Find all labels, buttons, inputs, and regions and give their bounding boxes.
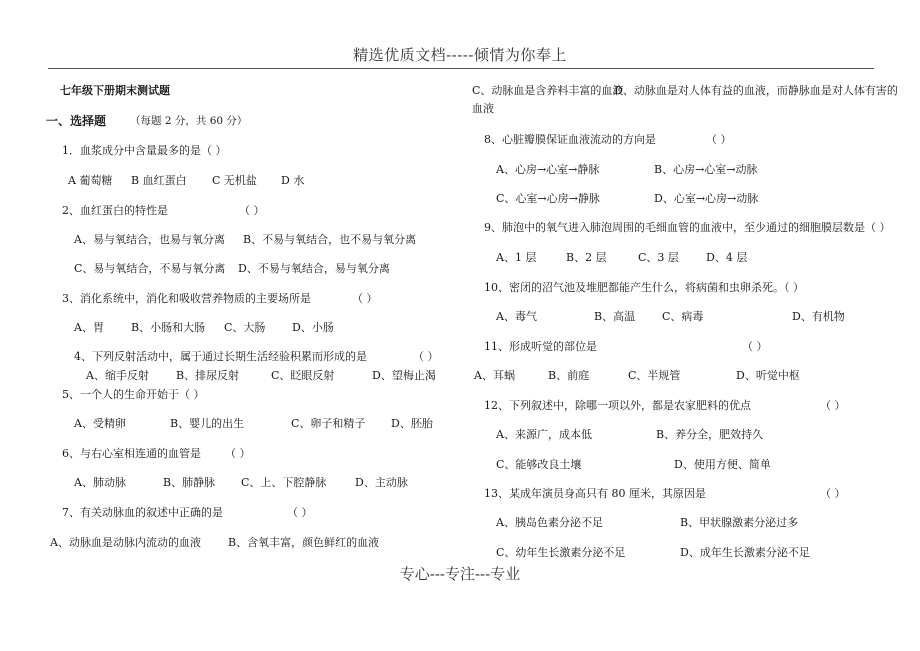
header-rule (48, 68, 874, 69)
q7-option-a: A、动脉血是动脉内流动的血液 (50, 536, 201, 549)
q10-option-b: B、高温 (594, 310, 636, 323)
q1-option-c: C 无机盐 (212, 174, 257, 187)
q3-option-d: D、小肠 (292, 321, 334, 334)
q6-option-c: C、上、下腔静脉 (241, 476, 327, 489)
q12-option-c: C、能够改良土壤 (496, 458, 582, 471)
q12-option-b: B、养分全，肥效持久 (656, 428, 764, 441)
q2-option-a: A、易与氧结合，也易与氧分离 (74, 233, 225, 246)
q12-stem: 12、下列叙述中，除哪一项以外，都是农家肥料的优点 (484, 399, 751, 412)
q2-stem: 2、血红蛋白的特性是 (62, 204, 168, 217)
q5-option-d: D、胚胎 (391, 417, 433, 430)
q6-stem: 6、与右心室相连通的血管是 (62, 447, 201, 460)
q3-answer-paren: （ ） (352, 292, 378, 305)
q6-option-d: D、主动脉 (355, 476, 408, 489)
q11-answer-paren: （ ） (742, 340, 768, 353)
q7-option-d-cont: 血液 (472, 102, 494, 115)
q5-stem: 5、一个人的生命开始于（ ） (62, 388, 205, 401)
q3-stem: 3、消化系统中，消化和吸收营养物质的主要场所是 (62, 292, 311, 305)
q1-option-a: A 葡萄糖 (68, 174, 113, 187)
q11-stem: 11、形成听觉的部位是 (484, 340, 597, 353)
q2-option-b: B、不易与氧结合，也不易与氧分离 (243, 233, 417, 246)
q11-option-d: D、听觉中枢 (736, 369, 800, 382)
q1-stem: 1．血浆成分中含量最多的是（ ） (62, 144, 227, 157)
q7-answer-paren: （ ） (287, 506, 313, 519)
q7-option-b: B、含氧丰富，颜色鲜红的血液 (228, 536, 380, 549)
q10-option-c: C、病毒 (662, 310, 704, 323)
header-title: 精选优质文档-----倾情为你奉上 (353, 46, 567, 64)
q4-stem: 4、下列反射活动中，属于通过长期生活经验积累而形成的是 (74, 350, 367, 363)
q11-option-c: C、半规管 (628, 369, 681, 382)
q3-option-b: B、小肠和大肠 (131, 321, 206, 334)
q4-option-b: B、排尿反射 (176, 369, 240, 382)
q1-option-b: B 血红蛋白 (131, 174, 187, 187)
q13-option-d: D、成年生长激素分泌不足 (680, 546, 810, 559)
q2-option-c: C、易与氧结合，不易与氧分离 (74, 262, 226, 275)
q13-answer-paren: （ ） (820, 487, 846, 500)
q9-option-c: C、3 层 (638, 251, 679, 264)
q10-option-d: D、有机物 (792, 310, 845, 323)
q1-option-d: D 水 (281, 174, 305, 187)
q8-option-b: B、心房→心室→动脉 (654, 163, 758, 176)
q10-option-a: A、毒气 (496, 310, 537, 323)
q13-option-a: A、胰岛色素分泌不足 (496, 516, 603, 529)
q13-option-b: B、甲状腺激素分泌过多 (680, 516, 799, 529)
q12-option-a: A、来源广，成本低 (496, 428, 592, 441)
q7-option-d: D、动脉血是对人体有益的血液，而静脉血是对人体有害的 (614, 84, 898, 97)
q5-option-a: A、受精卵 (74, 417, 126, 430)
q5-option-b: B、婴儿的出生 (170, 417, 245, 430)
q11-option-b: B、前庭 (548, 369, 590, 382)
q12-option-d: D、使用方便、简单 (674, 458, 771, 471)
q8-option-c: C、心室→心房→静脉 (496, 192, 600, 205)
q10-stem: 10、密闭的沼气池及堆肥都能产生什么，将病菌和虫卵杀死。（ ） (484, 281, 804, 294)
q13-stem: 13、某成年演员身高只有 80 厘米，其原因是 (484, 487, 706, 500)
q8-option-d: D、心室→心房→动脉 (654, 192, 759, 205)
q4-option-d: D、望梅止渴 (372, 369, 436, 382)
q12-answer-paren: （ ） (820, 399, 846, 412)
q5-option-c: C、卵子和精子 (291, 417, 366, 430)
q9-stem: 9、肺泡中的氧气进入肺泡周围的毛细血管的血液中，至少通过的细胞膜层数是（ ） (484, 221, 891, 234)
q8-option-a: A、心房→心室→静脉 (496, 163, 600, 176)
q8-stem: 8、心脏瓣膜保证血液流动的方向是 (484, 133, 656, 146)
q6-option-b: B、肺静脉 (163, 476, 216, 489)
q4-option-c: C、眨眼反射 (271, 369, 335, 382)
q7-stem: 7、有关动脉血的叙述中正确的是 (62, 506, 223, 519)
q9-option-a: A、1 层 (496, 251, 537, 264)
q2-answer-paren: （ ） (239, 204, 265, 217)
footer-text: 专心---专注---专业 (399, 565, 521, 583)
section-note: （每题 2 分，共 60 分） (130, 115, 248, 127)
q2-option-d: D、不易与氧结合，易与氧分离 (238, 262, 390, 275)
q4-option-a: A、缩手反射 (86, 369, 149, 382)
q6-option-a: A、肺动脉 (74, 476, 126, 489)
q13-option-c: C、幼年生长激素分泌不足 (496, 546, 626, 559)
q4-answer-paren: （ ） (413, 350, 439, 363)
section-title: 一、选择题 (46, 114, 107, 128)
q9-option-b: B、2 层 (566, 251, 607, 264)
q9-option-d: D、4 层 (706, 251, 748, 264)
exam-title: 七年级下册期末测试题 (60, 84, 170, 97)
q8-answer-paren: （ ） (706, 133, 732, 146)
q3-option-a: A、胃 (74, 321, 104, 334)
q7-option-c: C、动脉血是含养料丰富的血液 (472, 84, 624, 97)
q3-option-c: C、大肠 (224, 321, 266, 334)
q11-option-a: A、耳蜗 (474, 369, 515, 382)
q6-answer-paren: （ ） (225, 447, 251, 460)
